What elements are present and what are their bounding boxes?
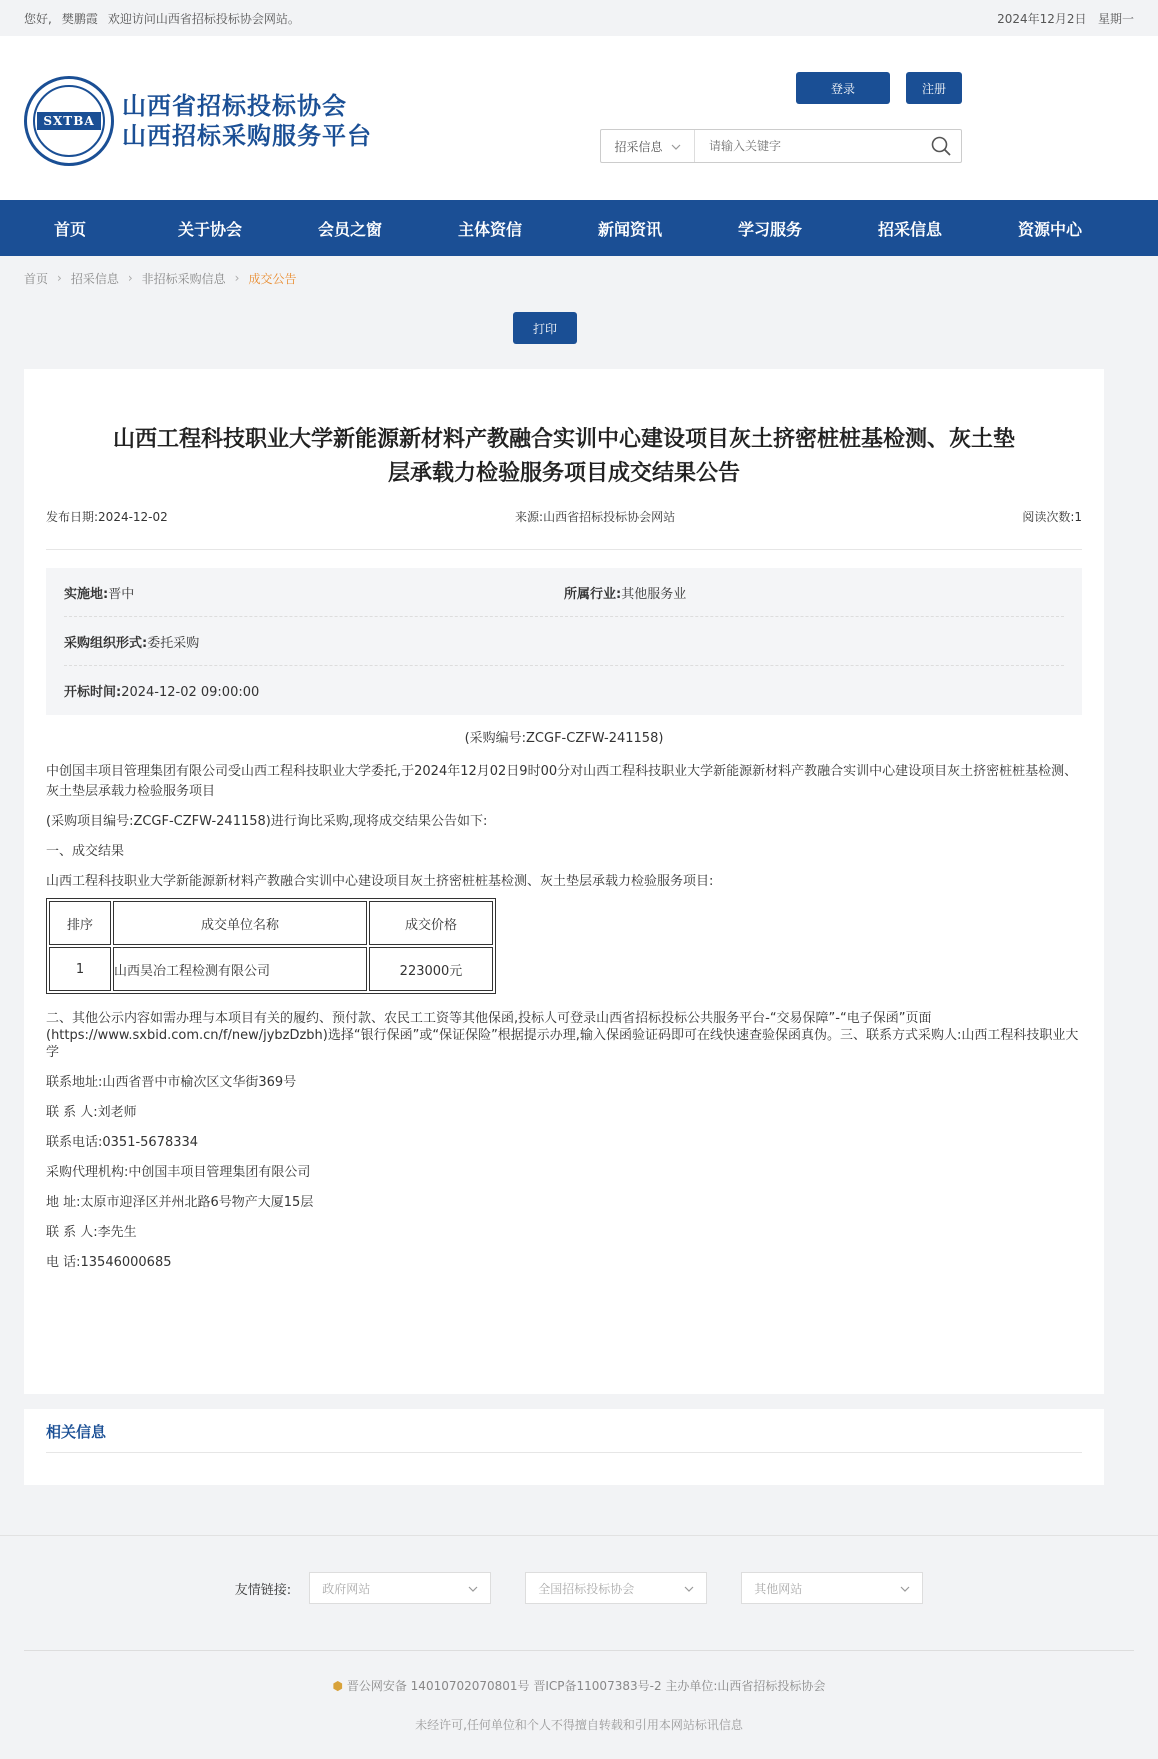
breadcrumb-non-tender[interactable]: 非招标采购信息 (141, 271, 226, 286)
chevron-down-icon (468, 1581, 478, 1595)
contact-line: 地 址:太原市迎泽区并州北路6号物产大厦15层 (46, 1195, 314, 1210)
greeting-welcome: 欢迎访问山西省招标投标协会网站。 (107, 11, 300, 26)
article-card (24, 369, 1104, 1394)
open-time-field: 开标时间:2024-12-02 09:00:00 (64, 685, 260, 700)
article-meta (46, 508, 1082, 550)
copyright-notice: 未经许可,任何单位和个人不得擅自转载和引用本网站标讯信息 (415, 1718, 743, 1732)
print-button[interactable]: 打印 (513, 312, 577, 344)
logo-emblem (24, 76, 114, 166)
contact-line: 采购代理机构:中创国丰项目管理集团有限公司 (46, 1165, 311, 1180)
view-count: 阅读次数:1 (1022, 510, 1082, 524)
table-header: 排序 (49, 901, 111, 945)
chevron-down-icon (684, 1581, 694, 1595)
project-info-panel (46, 568, 1082, 715)
nav-item-about[interactable]: 关于协会 (177, 219, 242, 239)
article-title (46, 369, 1082, 491)
table-cell: 223000元 (369, 947, 493, 991)
date-display (997, 10, 1134, 27)
top-bar (0, 0, 1158, 36)
copyright (0, 1677, 1158, 1694)
related-info-card (24, 1409, 1104, 1485)
breadcrumb-current: 成交公告 (248, 271, 297, 286)
site-name-line1: 山西省招标投标协会 (122, 92, 347, 120)
date-text: 2024年12月2日 (997, 11, 1087, 26)
footer-divider (24, 1650, 1134, 1651)
nav-item-learning[interactable]: 学习服务 (737, 219, 802, 239)
related-info-title: 相关信息 (46, 1409, 1082, 1453)
site-footer (0, 1535, 1158, 1759)
gov-sites-select[interactable]: 政府网站 (309, 1572, 491, 1604)
chevron-right-icon: › (57, 271, 62, 285)
nav-item-news[interactable]: 新闻资讯 (597, 219, 662, 239)
procurement-form-field: 采购组织形式:委托采购 (64, 635, 200, 651)
site-header (0, 36, 1158, 200)
print-row (0, 300, 1158, 356)
location-field: 实施地:晋中 (64, 586, 135, 602)
search-input[interactable] (695, 139, 921, 153)
login-button[interactable]: 登录 (796, 72, 890, 104)
table-cell: 1 (49, 947, 111, 991)
publish-date: 发布日期:2024-12-02 (46, 510, 168, 524)
breadcrumb (0, 256, 1158, 300)
greeting-user: 樊鹏霞 (61, 11, 98, 26)
chevron-right-icon: › (234, 271, 240, 285)
breadcrumb-procurement[interactable]: 招采信息 (70, 271, 119, 286)
contact-line: 联 系 人:刘老师 (46, 1105, 137, 1120)
greeting-hello: 您好, (24, 11, 52, 26)
search-category-select[interactable] (601, 130, 695, 162)
procurement-number: (采购编号:ZCGF-CZFW-241158) (464, 731, 664, 746)
main-nav (0, 200, 1158, 256)
table-header: 成交价格 (369, 901, 493, 945)
friend-links (0, 1572, 1158, 1604)
site-name-line2: 山西招标采购服务平台 (122, 122, 372, 150)
article-title-line1: 山西工程科技职业大学新能源新材料产教融合实训中心建设项目灰土挤密桩桩基检测、灰土垫 (112, 427, 1015, 452)
logo-band-text: SXTBA (37, 112, 100, 130)
weekday-text: 星期一 (1097, 11, 1134, 26)
article-title-line2: 层承载力检验服务项目成交结果公告 (387, 461, 740, 486)
chevron-down-icon (671, 139, 681, 153)
contact-line: 联系地址:山西省晋中市榆次区文华街369号 (46, 1075, 297, 1090)
auth-buttons (796, 72, 962, 104)
nav-item-procurement[interactable]: 招采信息 (877, 219, 942, 239)
copyright-text: 晋公网安备 14010702070801号 晋ICP备11007383号-2 主办单位:山西省招标投标协会 (346, 1679, 826, 1693)
section-heading: 一、成交结果 (46, 844, 125, 859)
search-icon[interactable] (921, 135, 961, 157)
contact-line: 联 系 人:李先生 (46, 1225, 137, 1240)
table-row (49, 947, 493, 991)
table-cell: 山西昊冶工程检测有限公司 (113, 947, 367, 991)
police-badge-icon: ⬢ (332, 1679, 344, 1693)
contact-line: 电 话:13546000685 (46, 1255, 172, 1270)
result-table (46, 898, 496, 994)
industry-field: 所属行业:其他服务业 (564, 586, 687, 602)
nav-item-credit[interactable]: 主体资信 (457, 219, 522, 239)
breadcrumb-home[interactable]: 首页 (24, 271, 49, 286)
contact-line: 联系电话:0351-5678334 (46, 1135, 199, 1150)
paragraph: (采购项目编号:ZCGF-CZFW-241158)进行询比采购,现将成交结果公告如下: (46, 814, 488, 829)
article-source: 来源:山西省招标投标协会网站 (515, 510, 676, 524)
friend-links-label: 友情链接: (234, 1582, 292, 1598)
paragraph: 二、其他公示内容如需办理与本项目有关的履约、预付款、农民工工资等其他保函,投标人可登录山西省招标投标公共服务平台-“交易保障”-“电子保函”页面(https://www.sxbid.com.cn/f/new/jybzDzbh)选择“银行保函”或“保证保险”根据提示办理,输入保函验证码即可在线快速查验保函真伪。三、联系方式采购人:山西工程科技职业大学 (46, 1011, 1079, 1060)
greeting (24, 10, 310, 27)
chevron-down-icon (900, 1581, 910, 1595)
nav-item-resources[interactable]: 资源中心 (1017, 219, 1082, 239)
chevron-right-icon: › (127, 271, 133, 285)
nav-item-members[interactable]: 会员之窗 (317, 219, 382, 239)
other-sites-select[interactable]: 其他网站 (741, 1572, 923, 1604)
register-button[interactable]: 注册 (906, 72, 962, 104)
search-bar (600, 129, 962, 163)
search-category-label: 招采信息 (614, 139, 663, 154)
national-assoc-select[interactable]: 全国招标投标协会 (525, 1572, 707, 1604)
table-header: 成交单位名称 (113, 901, 367, 945)
nav-item-home[interactable]: 首页 (53, 219, 86, 239)
paragraph: 山西工程科技职业大学新能源新材料产教融合实训中心建设项目灰土挤密桩桩基检测、灰土垫层承载力检验服务项目: (46, 874, 714, 889)
paragraph: 中创国丰项目管理集团有限公司受山西工程科技职业大学委托,于2024年12月02日9时00分对山西工程科技职业大学新能源新材料产教融合实训中心建设项目灰土挤密桩桩基检测、灰土垫层承载力检验服务项目 (46, 764, 1078, 799)
article-body (46, 729, 1082, 1273)
site-logo[interactable] (24, 76, 372, 166)
